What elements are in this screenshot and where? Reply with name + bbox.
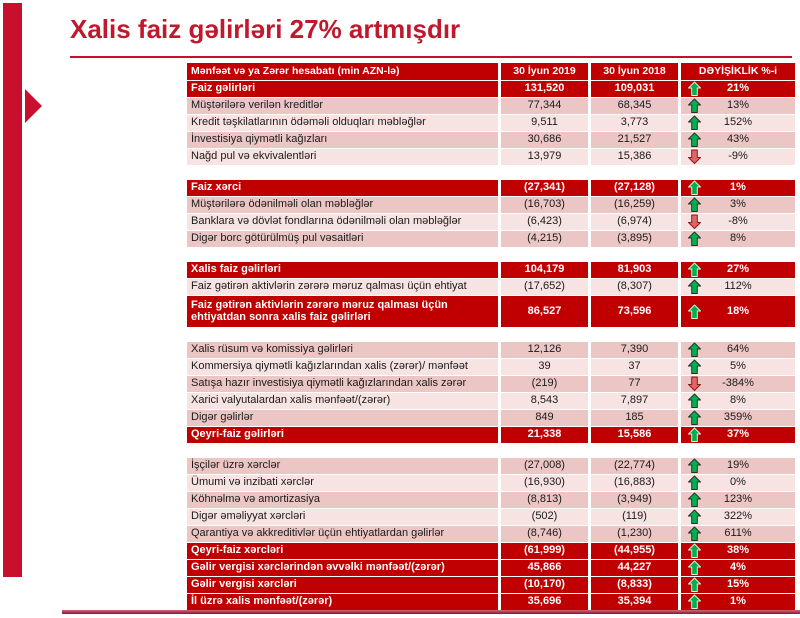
value-2018: (1,230) [591, 526, 678, 542]
value-2019: 104,179 [501, 262, 588, 278]
value-2019: (17,652) [501, 279, 588, 295]
value-2019: (4,215) [501, 231, 588, 247]
change-cell [681, 279, 795, 295]
up-arrow-icon [688, 231, 701, 247]
value-2019: (27,008) [501, 458, 588, 474]
table-row [187, 594, 795, 611]
change-cell [681, 296, 795, 327]
change-percent: 43% [726, 133, 750, 146]
table-row [187, 279, 795, 296]
down-arrow-icon [688, 214, 701, 230]
table-row [187, 81, 795, 98]
change-cell [681, 81, 795, 97]
change-cell [681, 410, 795, 426]
change-cell [681, 376, 795, 392]
value-2018: 7,897 [591, 393, 678, 409]
value-2019: (219) [501, 376, 588, 392]
account-label: Köhnəlmə və amortizasiya [187, 492, 498, 508]
trend-arrow [688, 231, 701, 247]
header-2018-column: 30 İyun 2018 [591, 63, 678, 80]
change-percent: 38% [726, 544, 750, 557]
change-percent: 611% [724, 527, 752, 540]
table-row [187, 342, 795, 359]
trend-arrow [688, 475, 701, 491]
trend-arrow [688, 115, 701, 131]
value-2019: 9,511 [501, 115, 588, 131]
up-arrow-icon [688, 560, 701, 576]
account-label: Digər əməliyyat xərcləri [187, 509, 498, 525]
change-cell [681, 197, 795, 213]
change-percent: 5% [730, 360, 746, 373]
value-2018: (16,259) [591, 197, 678, 213]
up-arrow-icon [688, 342, 701, 358]
change-percent: 8% [730, 232, 746, 245]
financial-table-body [187, 81, 795, 611]
trend-arrow [688, 543, 701, 559]
up-arrow-icon [688, 81, 701, 97]
change-cell [681, 509, 795, 525]
value-2018: (119) [591, 509, 678, 525]
table-row [187, 98, 795, 115]
value-2018: (22,774) [591, 458, 678, 474]
up-arrow-icon [688, 359, 701, 375]
change-percent: 37% [726, 428, 750, 441]
up-arrow-icon [688, 543, 701, 559]
value-2019: 35,696 [501, 594, 588, 610]
table-row [187, 180, 795, 197]
table-row [187, 231, 795, 248]
account-label: Kredit təşkilatlarının ödəməli olduqları məbləğlər [187, 115, 498, 131]
account-label: Qeyri-faiz xərcləri [187, 543, 498, 559]
account-label: Faiz gətirən aktivlərin zərərə məruz qalması üçün ehtiyat [187, 279, 498, 295]
value-2018: (8,307) [591, 279, 678, 295]
up-arrow-icon [688, 509, 701, 525]
trend-arrow [688, 560, 701, 576]
table-row [187, 492, 795, 509]
account-label: Digər borc götürülmüş pul vəsaitləri [187, 231, 498, 247]
down-arrow-icon [688, 149, 701, 165]
trend-arrow [688, 410, 701, 426]
change-percent: 27% [726, 263, 750, 276]
change-percent: 15% [726, 578, 750, 591]
account-label: Faiz gəlirləri [187, 81, 498, 97]
up-arrow-icon [688, 304, 701, 320]
value-2018: (27,128) [591, 180, 678, 196]
change-percent: 4% [730, 561, 746, 574]
spacer-row [187, 166, 795, 180]
change-cell [681, 342, 795, 358]
account-label: Gəlir vergisi xərcləri [187, 577, 498, 593]
value-2018: 81,903 [591, 262, 678, 278]
value-2019: (16,703) [501, 197, 588, 213]
account-label: Banklara və dövlət fondlarına ödənilməli olan məbləğlər [187, 214, 498, 230]
trend-arrow [688, 594, 701, 610]
account-label: Xalis faiz gəlirləri [187, 262, 498, 278]
value-2019: 131,520 [501, 81, 588, 97]
table-row [187, 543, 795, 560]
change-percent: 3% [730, 198, 746, 211]
right-arrow-decoration [25, 89, 42, 123]
account-label: Gəlir vergisi xərclərindən əvvəlki mənfəət/(zərər) [187, 560, 498, 576]
table-row [187, 376, 795, 393]
header-account-column: Mənfəət və ya Zərər hesabatı (min AZN-lə) [187, 63, 498, 80]
value-2018: 44,227 [591, 560, 678, 576]
trend-arrow [688, 458, 701, 474]
trend-arrow [688, 376, 701, 392]
value-2018: 185 [591, 410, 678, 426]
trend-arrow [688, 492, 701, 508]
trend-arrow [688, 393, 701, 409]
table-row [187, 359, 795, 376]
up-arrow-icon [688, 98, 701, 114]
up-arrow-icon [688, 197, 701, 213]
up-arrow-icon [688, 458, 701, 474]
value-2019: 8,543 [501, 393, 588, 409]
value-2018: 73,596 [591, 296, 678, 327]
account-label: Xalis rüsum və komissiya gəlirləri [187, 342, 498, 358]
account-label: Xarici valyutalardan xalis mənfəət/(zərər) [187, 393, 498, 409]
value-2019: (61,999) [501, 543, 588, 559]
up-arrow-icon [688, 594, 701, 610]
table-row [187, 115, 795, 132]
up-arrow-icon [688, 262, 701, 278]
trend-arrow [688, 98, 701, 114]
change-cell [681, 543, 795, 559]
value-2018: (44,955) [591, 543, 678, 559]
account-label: Faiz xərci [187, 180, 498, 196]
trend-arrow [688, 577, 701, 593]
value-2018: (16,883) [591, 475, 678, 491]
up-arrow-icon [688, 492, 701, 508]
change-cell [681, 492, 795, 508]
trend-arrow [688, 180, 701, 196]
up-arrow-icon [688, 577, 701, 593]
change-percent: -8% [728, 215, 748, 228]
value-2019: 30,686 [501, 132, 588, 148]
up-arrow-icon [688, 427, 701, 443]
change-cell [681, 560, 795, 576]
value-2019: (502) [501, 509, 588, 525]
value-2019: (6,423) [501, 214, 588, 230]
table-header-row [187, 63, 795, 81]
up-arrow-icon [688, 132, 701, 148]
trend-arrow [688, 304, 701, 320]
trend-arrow [688, 81, 701, 97]
account-label: Satışa hazır investisiya qiymətli kağızlarından xalis zərər [187, 376, 498, 392]
change-cell [681, 180, 795, 196]
value-2019: 77,344 [501, 98, 588, 114]
up-arrow-icon [688, 279, 701, 295]
up-arrow-icon [688, 526, 701, 542]
table-row [187, 560, 795, 577]
up-arrow-icon [688, 393, 701, 409]
change-percent: 64% [726, 343, 750, 356]
value-2018: 7,390 [591, 342, 678, 358]
trend-arrow [688, 132, 701, 148]
table-row [187, 262, 795, 279]
trend-arrow [688, 342, 701, 358]
table-row [187, 509, 795, 526]
value-2019: 12,126 [501, 342, 588, 358]
trend-arrow [688, 526, 701, 542]
change-cell [681, 594, 795, 610]
account-label: İşçilər üzrə xərclər [187, 458, 498, 474]
table-row [187, 393, 795, 410]
trend-arrow [688, 359, 701, 375]
down-arrow-icon [688, 376, 701, 392]
change-percent: 8% [730, 394, 746, 407]
change-cell [681, 427, 795, 443]
value-2019: (8,746) [501, 526, 588, 542]
change-percent: 21% [726, 82, 750, 95]
trend-arrow [688, 279, 701, 295]
change-percent: 18% [726, 304, 750, 317]
change-percent: 1% [730, 595, 746, 608]
account-label: Ümumi və inzibati xərclər [187, 475, 498, 491]
value-2018: 68,345 [591, 98, 678, 114]
change-percent: 359% [723, 411, 753, 424]
account-label: Qeyri-faiz gəlirləri [187, 427, 498, 443]
up-arrow-icon [688, 410, 701, 426]
table-row [187, 197, 795, 214]
change-percent: 19% [726, 459, 750, 472]
value-2018: 109,031 [591, 81, 678, 97]
value-2019: 45,866 [501, 560, 588, 576]
change-cell [681, 475, 795, 491]
table-row [187, 296, 795, 328]
value-2018: 37 [591, 359, 678, 375]
spacer-row [187, 444, 795, 458]
up-arrow-icon [688, 475, 701, 491]
value-2019: 13,979 [501, 149, 588, 165]
change-cell [681, 262, 795, 278]
change-cell [681, 458, 795, 474]
change-percent: 322% [723, 510, 753, 523]
value-2019: 849 [501, 410, 588, 426]
trend-arrow [688, 214, 701, 230]
spacer-row [187, 248, 795, 262]
value-2018: 77 [591, 376, 678, 392]
title-underline [70, 56, 792, 58]
change-percent: 112% [724, 280, 752, 293]
table-row [187, 214, 795, 231]
account-label: Nağd pul və ekvivalentləri [187, 149, 498, 165]
change-percent: 0% [730, 476, 746, 489]
trend-arrow [688, 149, 701, 165]
change-cell [681, 393, 795, 409]
change-cell [681, 214, 795, 230]
change-cell [681, 526, 795, 542]
value-2018: (3,949) [591, 492, 678, 508]
value-2018: 15,386 [591, 149, 678, 165]
value-2018: (8,833) [591, 577, 678, 593]
value-2019: (27,341) [501, 180, 588, 196]
value-2019: 21,338 [501, 427, 588, 443]
change-cell [681, 115, 795, 131]
change-percent: 1% [730, 181, 746, 194]
header-2019-column: 30 İyun 2019 [501, 63, 588, 80]
change-cell [681, 132, 795, 148]
header-change-column: DƏYİŞİKLİK %-i [681, 63, 795, 80]
value-2018: 35,394 [591, 594, 678, 610]
account-label: Digər gəlirlər [187, 410, 498, 426]
account-label: Qarantiya və akkreditivlər üçün ehtiyatlardan gəlirlər [187, 526, 498, 542]
value-2019: (8,813) [501, 492, 588, 508]
change-cell [681, 577, 795, 593]
account-label: Faiz gətirən aktivlərin zərərə məruz qalması üçün ehtiyatdan sonra xalis faiz gəlirləri [187, 296, 498, 327]
account-label: Müştərilərə verilən kreditlər [187, 98, 498, 114]
change-percent: 152% [723, 116, 753, 129]
value-2019: 39 [501, 359, 588, 375]
trend-arrow [688, 197, 701, 213]
value-2019: (10,170) [501, 577, 588, 593]
table-row [187, 427, 795, 444]
account-label: İl üzrə xalis mənfəət/(zərər) [187, 594, 498, 610]
financial-table [187, 63, 795, 611]
account-label: İnvestisiya qiymətli kağızları [187, 132, 498, 148]
up-arrow-icon [688, 115, 701, 131]
account-label: Müştərilərə ödənilməli olan məbləğlər [187, 197, 498, 213]
bottom-border-line [62, 610, 800, 614]
table-row [187, 577, 795, 594]
change-percent: -9% [728, 150, 748, 163]
value-2019: 86,527 [501, 296, 588, 327]
table-row [187, 458, 795, 475]
trend-arrow [688, 427, 701, 443]
value-2018: 15,586 [591, 427, 678, 443]
value-2019: (16,930) [501, 475, 588, 491]
table-row [187, 149, 795, 166]
change-cell [681, 98, 795, 114]
value-2018: (6,974) [591, 214, 678, 230]
value-2018: 21,527 [591, 132, 678, 148]
account-label: Kommersiya qiymətli kağızlarından xalis (zərər)/ mənfəət [187, 359, 498, 375]
table-row [187, 410, 795, 427]
table-row [187, 475, 795, 492]
change-percent: 13% [726, 99, 750, 112]
page-title: Xalis faiz gəlirləri 27% artmışdır [70, 14, 461, 44]
trend-arrow [688, 509, 701, 525]
value-2018: (3,895) [591, 231, 678, 247]
change-percent: 123% [723, 493, 753, 506]
value-2018: 3,773 [591, 115, 678, 131]
change-cell [681, 231, 795, 247]
table-row [187, 132, 795, 149]
left-accent-bar [3, 3, 22, 577]
table-row [187, 526, 795, 543]
up-arrow-icon [688, 180, 701, 196]
change-cell [681, 149, 795, 165]
trend-arrow [688, 262, 701, 278]
change-percent: -384% [722, 377, 754, 390]
spacer-row [187, 328, 795, 342]
change-cell [681, 359, 795, 375]
